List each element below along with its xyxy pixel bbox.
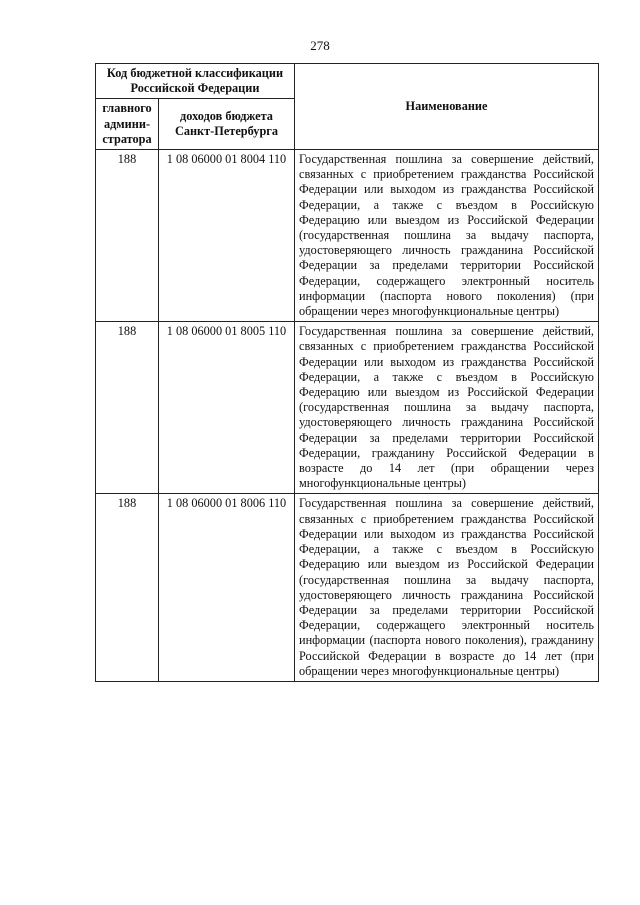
name-cell: Государственная пошлина за совершение действий, связанных с приобретением гражданства Российской Федерации или выходом из гражданства Российской Федерации, а также с въездом в Российскую Федерацию или выездом из Российской Федерации (государственная пошлина за выдачу паспорта, удостоверяющего личность гражданина Российской Федерации за пределами территории Российской Федерации, гражданину Российской Федерации в возрасте до 14 лет (при обращении через многофункциональные центры) [295, 322, 599, 494]
income-code-cell: 1 08 06000 01 8006 110 [159, 494, 295, 681]
name-cell: Государственная пошлина за совершение действий, связанных с приобретением гражданства Российской Федерации или выходом из гражданства Российской Федерации, а также с въездом в Российскую Федерацию или выездом из Российской Федерации (государственная пошлина за выдачу паспорта, удостоверяющего личность гражданина Российской Федерации за пределами территории Российской Федерации, содержащего электронный носитель информации (паспорта нового поколения), гражданину Российской Федерации в возрасте до 14 лет (при обращении через многофункциональные центры) [295, 494, 599, 681]
header-name: Наименование [295, 64, 599, 150]
income-code-cell: 1 08 06000 01 8005 110 [159, 322, 295, 494]
header-main-administrator: главного админи-стратора [96, 99, 159, 150]
table-row [96, 150, 599, 322]
header-budget-income: доходов бюджета Санкт-Петербурга [159, 99, 295, 150]
table-row [96, 494, 599, 681]
page-number: 278 [310, 38, 330, 53]
admin-code-cell: 188 [96, 322, 159, 494]
header-classification-code: Код бюджетной классификации Российской Федерации [96, 64, 295, 99]
admin-code-cell: 188 [96, 494, 159, 681]
budget-classification-table [95, 63, 599, 682]
income-code-cell: 1 08 06000 01 8004 110 [159, 150, 295, 322]
admin-code-cell: 188 [96, 150, 159, 322]
name-cell: Государственная пошлина за совершение действий, связанных с приобретением гражданства Российской Федерации или выходом из гражданства Российской Федерации, а также с въездом в Российскую Федерацию или выездом из Российской Федерации (государственная пошлина за выдачу паспорта, удостоверяющего личность гражданина Российской Федерации за пределами территории Российской Федерации, содержащего электронный носитель информации (паспорта нового поколения) (при обращении через многофункциональные центры) [295, 150, 599, 322]
table-row [96, 322, 599, 494]
